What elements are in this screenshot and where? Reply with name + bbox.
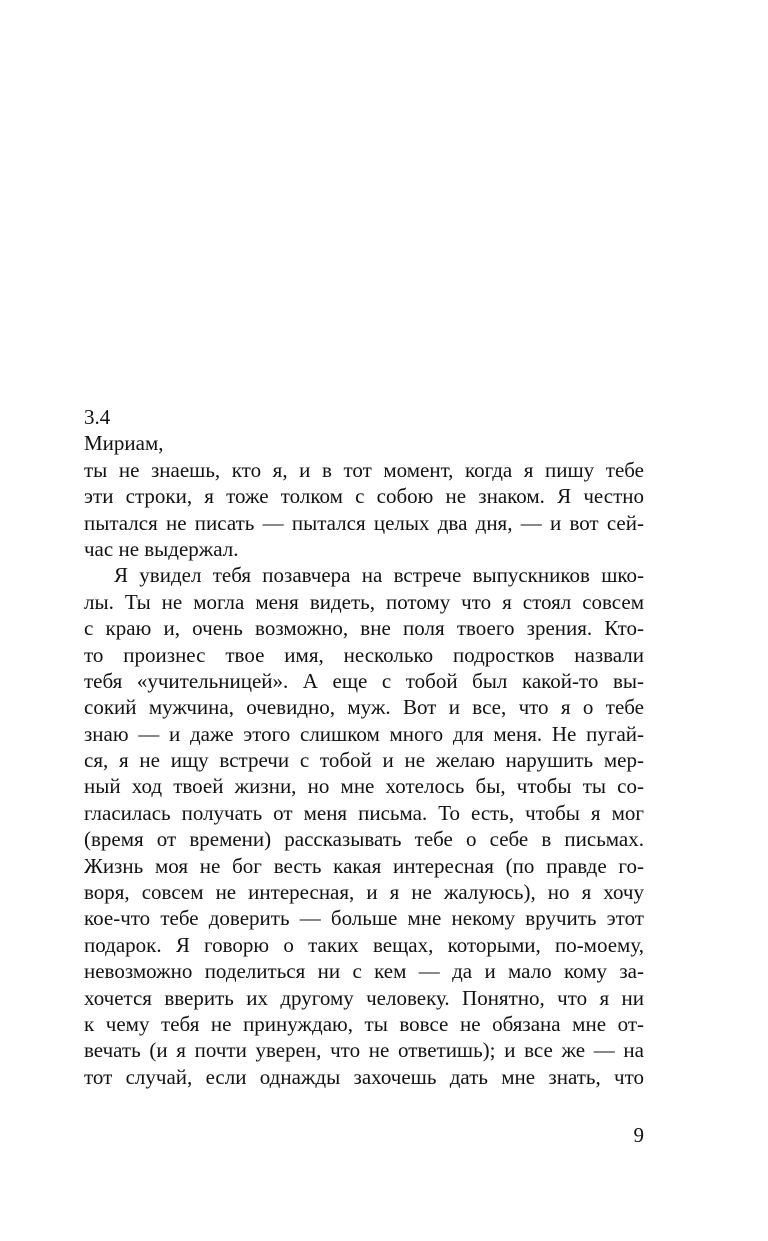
text-line: Я увидел тебя позавчера на встрече выпускников шко-	[114, 563, 644, 588]
text-line: тебя «учительницей». А еще с тобой был какой-то вы-	[84, 668, 644, 693]
text-block	[84, 404, 644, 1090]
paragraph-2	[84, 562, 644, 1090]
section-number: 3.4	[84, 405, 111, 429]
text-line: ты не знаешь, кто я, и в тот момент, когда я пишу тебе	[84, 457, 644, 482]
text-line: знаю — и даже этого слишком много для меня. Не пугай-	[84, 721, 644, 746]
text-line: воря, совсем не интересная, и я не жалуюсь), но я хочу	[84, 880, 644, 905]
text-line: то произнес твое имя, несколько подростков назвали	[84, 642, 644, 667]
text-line: Жизнь моя не бог весть какая интересная (по правде го-	[84, 853, 644, 878]
text-line: сокий мужчина, очевидно, муж. Вот и все, что я о тебе	[84, 695, 644, 720]
text-line: к чему тебя не принуждаю, ты вовсе не обязана мне от-	[84, 1011, 644, 1036]
text-line: эти строки, я тоже толком с собою не знаком. Я честно	[84, 484, 644, 509]
text-line: ный ход твоей жизни, но мне хотелось бы, чтобы ты со-	[84, 774, 644, 799]
text-line: (время от времени) рассказывать тебе о себе в письмах.	[84, 827, 644, 852]
text-line: лы. Ты не могла меня видеть, потому что я стоял совсем	[84, 589, 644, 614]
text-line: с краю и, очень возможно, вне поля твоего зрения. Кто-	[84, 616, 644, 641]
paragraph-1	[84, 457, 644, 563]
salutation: Мириам,	[84, 431, 164, 456]
page-number: 9	[633, 1123, 644, 1147]
text-line: гласилась получать от меня письма. То есть, чтобы я мог	[84, 800, 644, 825]
text-line: час не выдержал.	[84, 536, 239, 561]
text-line: хочется вверить их другому человеку. Понятно, что я ни	[84, 985, 644, 1010]
text-line: подарок. Я говорю о таких вещах, которыми, по-моему,	[84, 932, 644, 957]
text-line: пытался не писать — пытался целых два дня, — и вот сей-	[84, 510, 644, 535]
text-line: кое-что тебе доверить — больше мне некому вручить этот	[84, 906, 644, 931]
text-line: вечать (и я почти уверен, что не ответишь); и все же — на	[84, 1038, 644, 1063]
text-line: тот случай, если однажды захочешь дать мне знать, что	[84, 1064, 644, 1089]
text-line: ся, я не ищу встречи с тобой и не желаю нарушить мер-	[84, 748, 644, 773]
text-line: невозможно поделиться ни с кем — да и мало кому за-	[84, 959, 644, 984]
